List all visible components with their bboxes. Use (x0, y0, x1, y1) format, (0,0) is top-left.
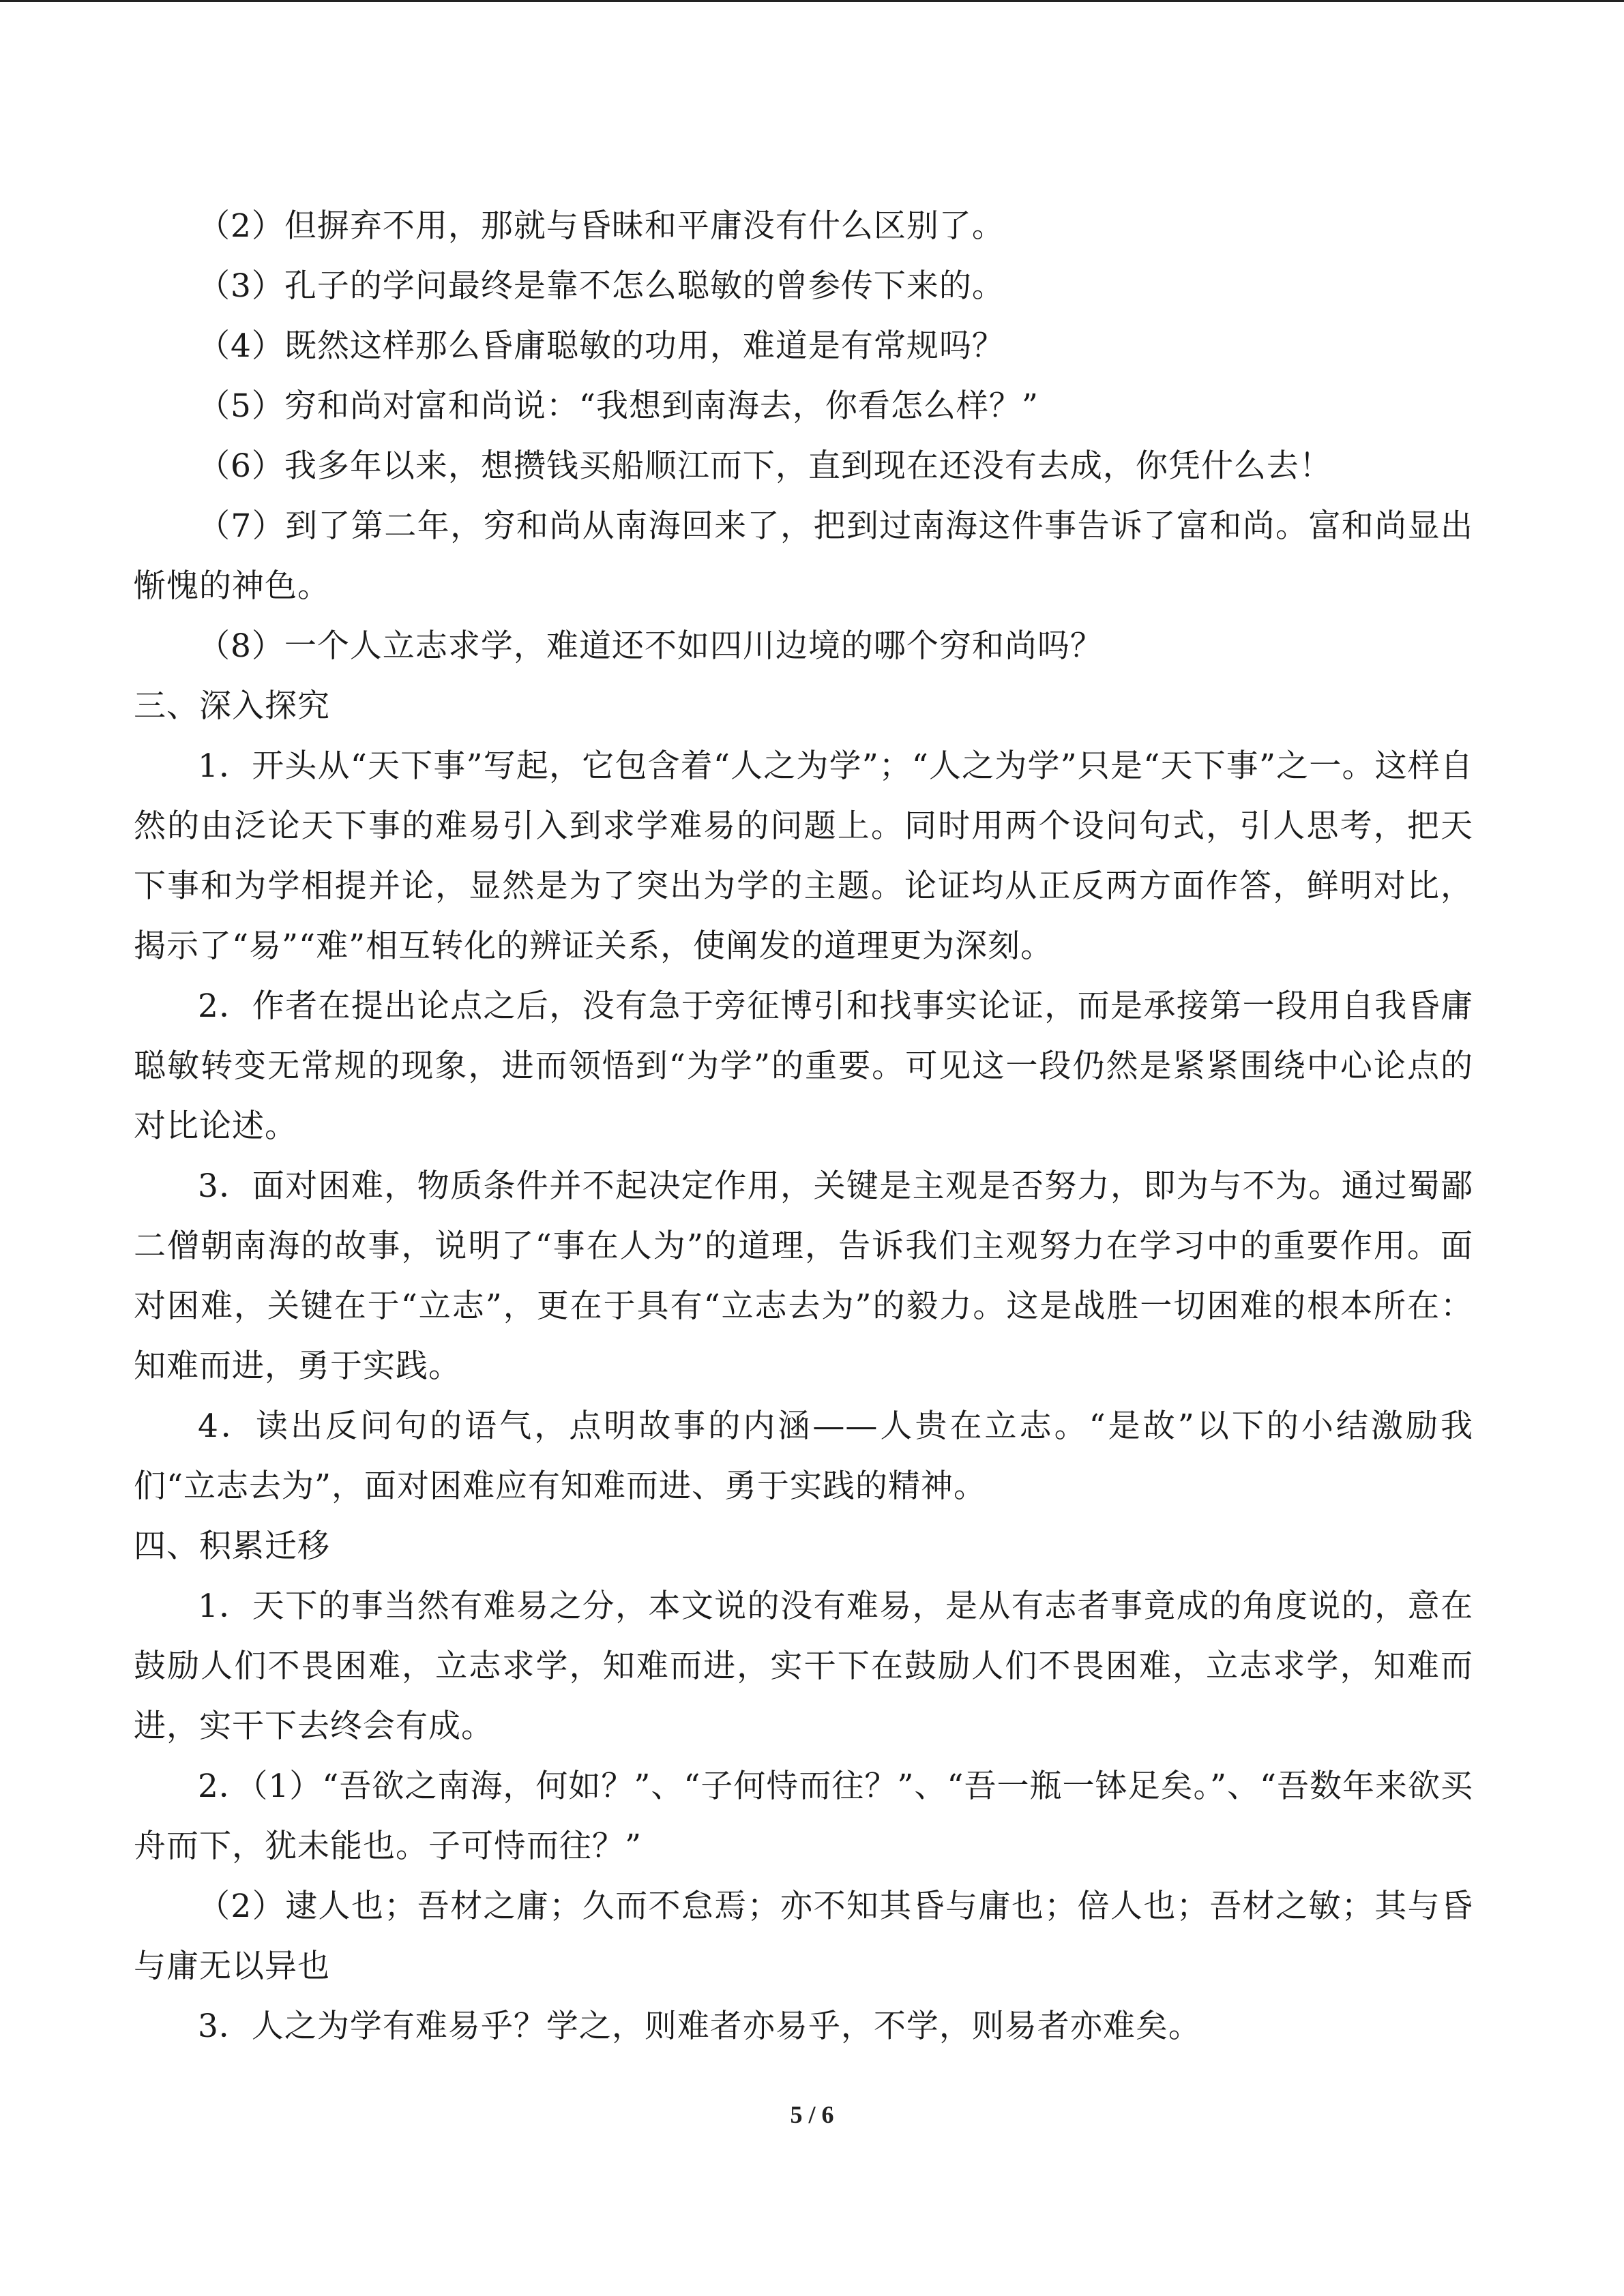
paragraph-accumulate-2-2: （2）逮人也；吾材之庸；久而不怠焉；亦不知其昏与庸也；倍人也；吾材之敏；其与昏与庸无以异也 (134, 1888, 1473, 1985)
paragraph-answer-8: （8）一个人立志求学，难道还不如四川边境的哪个穷和尚吗？ (198, 627, 1103, 665)
paragraph-explore-4: 4．读出反问句的语气，点明故事的内涵——人贵在立志。“是故”以下的小结激励我们“立志去为”，面对困难应有知难而进、勇于实践的精神。 (134, 1407, 1473, 1505)
section-heading-explore: 三、深入探究 (134, 687, 330, 725)
page-number: 5 / 6 (790, 2101, 834, 2128)
document-body (134, 196, 1473, 2057)
top-border-rule (0, 0, 1624, 2)
paragraph-accumulate-3: 3．人之为学有难易乎？学之，则难者亦易乎，不学，则易者亦难矣。 (198, 2008, 1201, 2045)
paragraph-answer-2: （2）但摒弃不用，那就与昏昧和平庸没有什么区别了。 (198, 207, 1005, 245)
paragraph-accumulate-2-1: 2．（1）“吾欲之南海，何如？”、“子何恃而往？”、“吾一瓶一钵足矣。”、“吾数年来欲买舟而下，犹未能也。子可恃而往？” (134, 1768, 1473, 1865)
paragraph-explore-3: 3．面对困难，物质条件并不起决定作用，关键是主观是否努力，即为与不为。通过蜀鄙二僧朝南海的故事，说明了“事在人为”的道理，告诉我们主观努力在学习中的重要作用。面对困难，关键在于“立志”，更在于具有“立志去为”的毅力。这是战胜一切困难的根本所在：知难而进，勇于实践。 (134, 1167, 1473, 1385)
paragraph-answer-7: （7）到了第二年，穷和尚从南海回来了，把到过南海这件事告诉了富和尚。富和尚显出惭愧的神色。 (134, 507, 1473, 605)
paragraph-answer-5: （5）穷和尚对富和尚说：“我想到南海去，你看怎么样？” (198, 387, 1039, 425)
paragraph-explore-2: 2．作者在提出论点之后，没有急于旁征博引和找事实论证，而是承接第一段用自我昏庸聪敏转变无常规的现象，进而领悟到“为学”的重要。可见这一段仍然是紧紧围绕中心论点的对比论述。 (134, 987, 1473, 1145)
paragraph-explore-1: 1．开头从“天下事”写起，它包含着“人之为学”；“人之为学”只是“天下事”之一。这样自然的由泛论天下事的难易引入到求学难易的问题上。同时用两个设问句式，引人思考，把天下事和为学相提并论，显然是为了突出为学的主题。论证均从正反两方面作答，鲜明对比，揭示了“易”“难”相互转化的辨证关系，使阐发的道理更为深刻。 (134, 747, 1473, 965)
paragraph-answer-3: （3）孔子的学问最终是靠不怎么聪敏的曾参传下来的。 (198, 267, 1005, 305)
paragraph-accumulate-1: 1．天下的事当然有难易之分，本文说的没有难易，是从有志者事竟成的角度说的，意在鼓励人们不畏困难，立志求学，知难而进，实干下在鼓励人们不畏困难，立志求学，知难而进，实干下去终会有成。 (134, 1587, 1473, 1745)
paragraph-answer-4: （4）既然这样那么昏庸聪敏的功用，难道是有常规吗？ (198, 327, 1005, 365)
section-heading-accumulate: 四、积累迁移 (134, 1527, 330, 1565)
paragraph-answer-6: （6）我多年以来，想攒钱买船顺江而下，直到现在还没有去成，你凭什么去！ (198, 447, 1332, 485)
